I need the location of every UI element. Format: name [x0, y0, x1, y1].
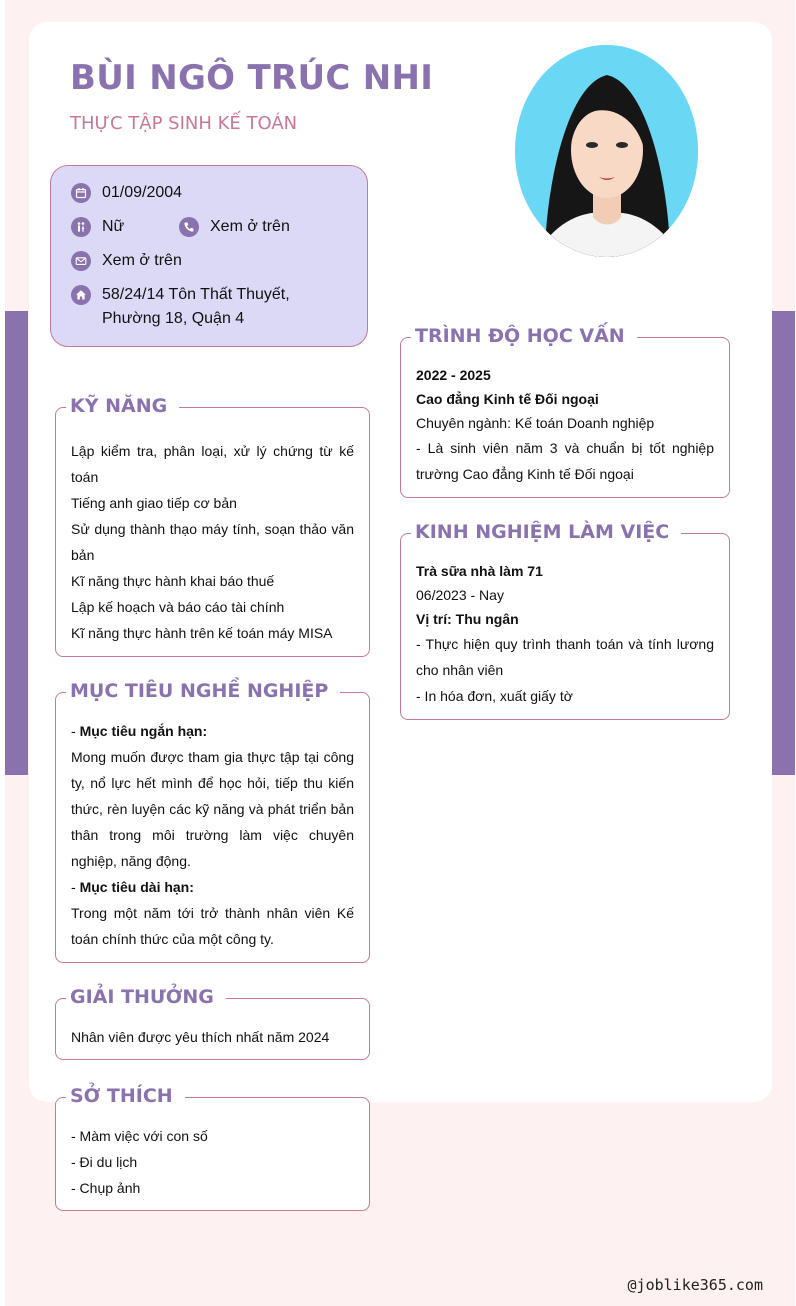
watermark: @joblike365.com: [627, 1276, 763, 1294]
objective-body: [71, 718, 354, 952]
skill-item: Lập kiểm tra, phân loại, xử lý chứng từ kế toán: [71, 443, 354, 485]
long-term-prefix: -: [71, 879, 80, 895]
short-term-label: Mục tiêu ngắn hạn:: [79, 723, 208, 739]
education-note: - Là sinh viên năm 3 và chuẩn bị tốt nghiệp trường Cao đẳng Kinh tế Đối ngoại: [416, 440, 714, 482]
long-term-text: Trong một năm tới trở thành nhân viên Kế toán chính thức của một công ty.: [71, 905, 354, 947]
skills-title: KỸ NĂNG: [66, 392, 179, 420]
skill-item: Tiếng anh giao tiếp cơ bản: [71, 495, 237, 511]
skill-item: Lập kế hoạch và báo cáo tài chính: [71, 599, 285, 615]
experience-body: [416, 559, 714, 709]
address-line-1: 58/24/14 Tôn Thất Thuyết,: [102, 286, 290, 303]
hobbies-section: [55, 1085, 370, 1211]
long-term-label: Mục tiêu dài hạn:: [79, 879, 194, 895]
gender-icon: [71, 217, 91, 237]
experience-title: KINH NGHIỆM LÀM VIỆC: [411, 518, 681, 546]
experience-company: Trà sữa nhà làm 71: [416, 563, 543, 579]
skill-item: Sử dụng thành thạo máy tính, soạn thảo văn bản: [71, 521, 354, 563]
hobby-item: - Chụp ảnh: [71, 1180, 141, 1196]
experience-period: 06/2023 - Nay: [416, 587, 504, 603]
awards-list: [71, 1024, 354, 1050]
candidate-title: THỰC TẬP SINH KẾ TOÁN: [70, 113, 298, 134]
contact-info-box: [50, 165, 368, 347]
short-term-prefix: -: [71, 723, 80, 739]
long-term-heading: [71, 874, 354, 900]
education-body: [416, 363, 714, 487]
home-icon: [71, 285, 91, 305]
short-term-text: Mong muốn được tham gia thực tập tại công ty, nổ lực hết mình để học hỏi, tiếp thu kiến thức, rèn luyện các kỹ năng và phát triển bản thân trong môi trường làm việc chuyên nghiệp, năng động.: [71, 749, 354, 869]
skills-section: [55, 395, 370, 657]
hobbies-title: SỞ THÍCH: [66, 1082, 185, 1110]
skill-item: Kĩ năng thực hành khai báo thuế: [71, 573, 275, 589]
education-title: TRÌNH ĐỘ HỌC VẤN: [411, 322, 637, 350]
education-section: [400, 325, 730, 498]
experience-duty: - In hóa đơn, xuất giấy tờ: [416, 688, 573, 704]
address-line-2: Phường 18, Quận 4: [102, 310, 245, 327]
email-value: Xem ở trên: [102, 252, 182, 269]
hobby-item: - Màm việc với con số: [71, 1128, 208, 1144]
left-accent-bar: [5, 311, 28, 775]
phone-value: Xem ở trên: [210, 218, 290, 235]
email-row: [71, 249, 182, 273]
short-term-heading: [71, 718, 354, 744]
email-icon: [71, 251, 91, 271]
hobbies-list: [71, 1123, 354, 1201]
candidate-name: BÙI NGÔ TRÚC NHI: [70, 58, 434, 98]
experience-duty: - Thực hiện quy trình thanh toán và tính lương cho nhân viên: [416, 636, 714, 678]
hobby-item: - Đi du lịch: [71, 1154, 138, 1170]
right-accent-bar: [772, 311, 795, 775]
education-period: 2022 - 2025: [416, 367, 491, 383]
profile-photo: [515, 45, 698, 257]
phone-icon: [179, 217, 199, 237]
skills-list: [71, 438, 354, 646]
phone-row: [179, 215, 290, 239]
gender-value: Nữ: [102, 218, 125, 235]
birthday-value: 01/09/2004: [102, 184, 183, 201]
address-row: [71, 283, 290, 331]
objective-section: [55, 680, 370, 963]
experience-position: Vị trí: Thu ngân: [416, 611, 519, 627]
awards-section: [55, 986, 370, 1060]
education-school: Cao đẳng Kinh tế Đối ngoại: [416, 391, 599, 407]
skill-item: Kĩ năng thực hành trên kế toán máy MISA: [71, 625, 333, 641]
address-value: [102, 283, 290, 331]
award-item: Nhân viên được yêu thích nhất năm 2024: [71, 1029, 330, 1045]
gender-row: [71, 215, 124, 239]
calendar-icon: [71, 183, 91, 203]
objective-title: MỤC TIÊU NGHỀ NGHIỆP: [66, 677, 340, 705]
awards-title: GIẢI THƯỞNG: [66, 983, 226, 1011]
birthday-row: [71, 181, 182, 205]
education-major: Chuyên ngành: Kế toán Doanh nghiệp: [416, 415, 655, 431]
experience-section: [400, 521, 730, 720]
